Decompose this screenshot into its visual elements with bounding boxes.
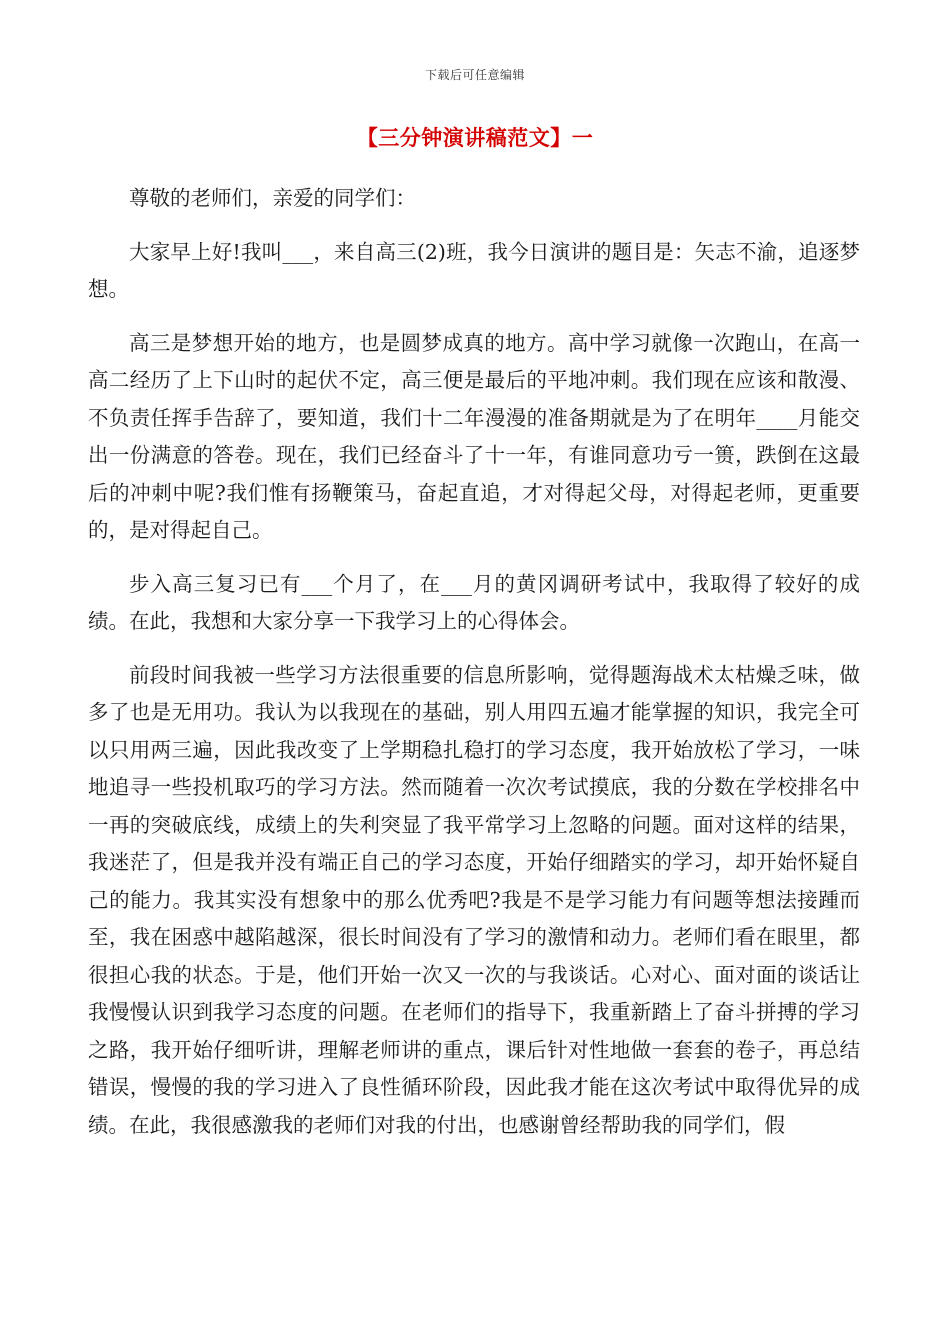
header-note: 下载后可任意编辑 [424,68,525,82]
document-title: 【三分钟演讲稿范文】一 [356,125,594,150]
paragraph-experience: 前段时间我被一些学习方法很重要的信息所影响，觉得题海战术太枯燥乏味，做多了也是无用功。我认为以我现在的基础，别人用四五遍才能掌握的知识，我完全可以只用两三遍，因此我改变了上学期稳扎稳打的学习态度，我开始放松了学习，一味地追寻一些投机取巧的学习方法。然而随着一次次考试摸底，我的分数在学校排名中一再的突破底线，成绩上的失利突显了我平常学习上忽略的问题。面对这样的结果，我迷茫了，但是我并没有端正自己的学习态度，开始仔细踏实的学习，却开始怀疑自己的能力。我其实没有想象中的那么优秀吧?我是不是学习能力有问题等想法接踵而至，我在困惑中越陷越深，很长时间没有了学习的激情和动力。老师们看在眼里，都很担心我的状态。于是，他们开始一次又一次的与我谈话。心对心、面对面的谈话让我慢慢认识到我学习态度的问题。在老师们的指导下，我重新踏上了奋斗拼搏的学习之路，我开始仔细听讲，理解老师讲的重点，课后针对性地做一套套的卷子，再总结错误，慢慢的我的学习进入了良性循环阶段，因此我才能在这次考试中取得优异的成绩。在此，我很感激我的老师们对我的付出，也感谢曾经帮助我的同学们，假 [88,662,860,1137]
paragraph-salutation: 尊敬的老师们，亲爱的同学们： [129,186,416,210]
document-body [88,180,860,1160]
paragraph-senior-year: 高三是梦想开始的地方，也是圆梦成真的地方。高中学习就像一次跑山，在高一高二经历了上下山时的起伏不定，高三便是最后的平地冲刺。我们现在应该和散漫、不负责任挥手告辞了，要知道，我们十二年漫漫的准备期就是为了在明年____月能交出一份满意的答卷。现在，我们已经奋斗了十一年，有谁同意功亏一篑，跌倒在这最后的冲刺中呢?我们惟有扬鞭策马，奋起直追，才对得起父母，对得起老师，更重要的，是对得起自己。 [88,330,860,542]
paragraph-exam-result: 步入高三复习已有___个月了，在___月的黄冈调研考试中，我取得了较好的成绩。在此，我想和大家分享一下我学习上的心得体会。 [88,571,860,633]
paragraph-intro: 大家早上好!我叫___，来自高三(2)班，我今日演讲的题目是：矢志不渝，追逐梦想。 [88,239,860,301]
